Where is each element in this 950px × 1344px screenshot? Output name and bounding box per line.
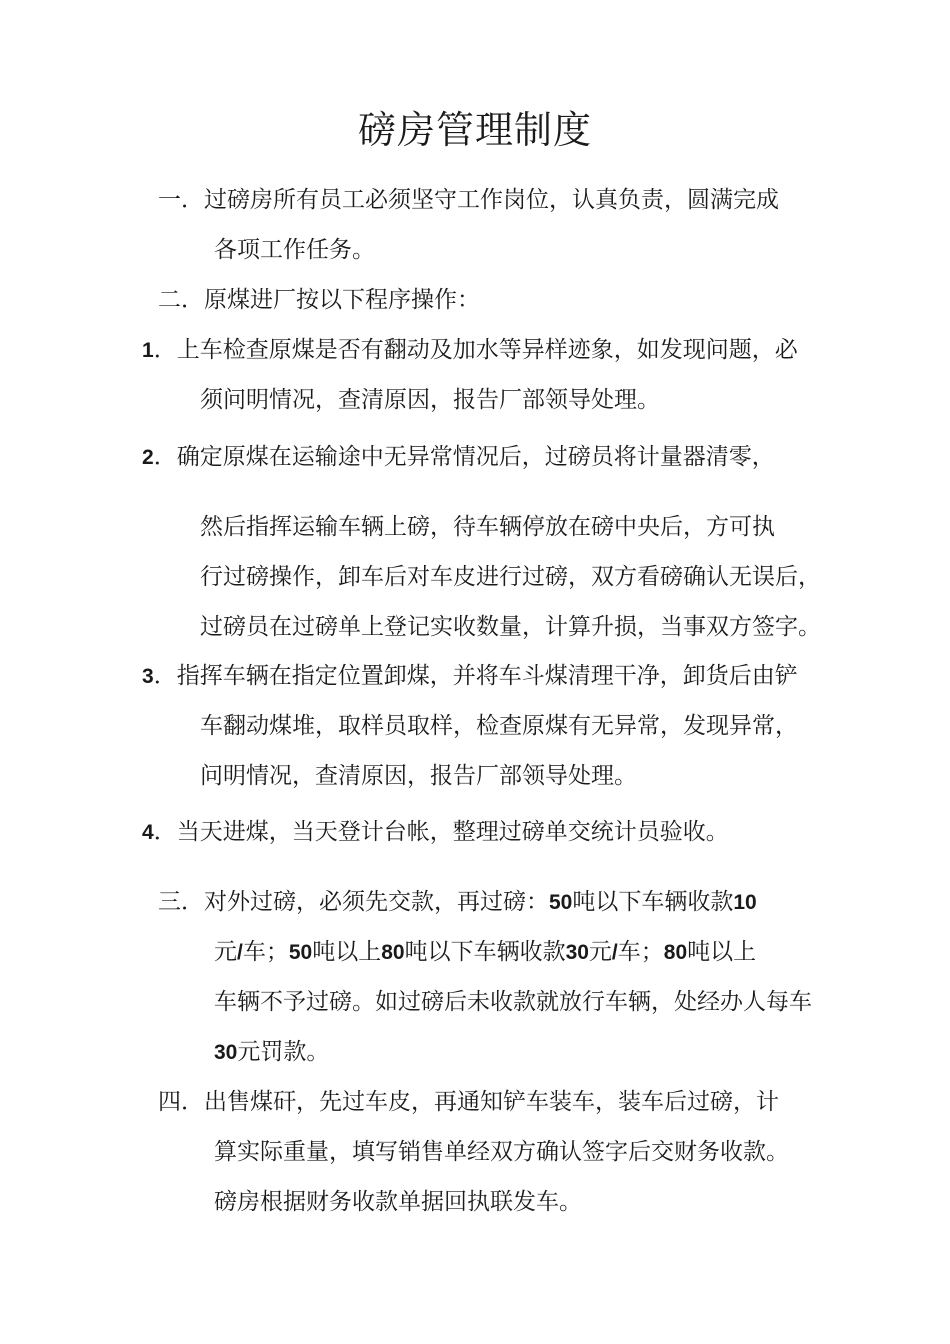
section-3-text: 元罚款。 <box>237 1039 330 1065</box>
section-3-slash: / <box>237 941 243 964</box>
step-1-line-2: 须问明情况，查清原因，报告厂部领导处理。 <box>200 387 660 413</box>
step-4-text-1: 当天进煤，当天登计台帐，整理过磅单交统计员验收。 <box>176 819 729 845</box>
section-3-amount: 30 <box>214 1041 238 1064</box>
step-3-line-3: 问明情况，查清原因，报告厂部领导处理。 <box>200 763 637 789</box>
section-4-line-2: 算实际重量，填写销售单经双方确认签字后交财务收款。 <box>214 1139 789 1165</box>
section-3-text: 吨以下车辆收款 <box>404 939 566 965</box>
section-3-amount: 30 <box>565 941 589 964</box>
step-2-line-3: 行过磅操作，卸车后对车皮进行过磅，双方看磅确认无误后， <box>200 564 821 590</box>
step-2-text-1: 确定原煤在运输途中无异常情况后，过磅员将计量器清零， <box>176 444 775 470</box>
section-3-amount: 80 <box>663 941 688 964</box>
section-3-text: 车； <box>242 939 289 965</box>
section-3-amount: 80 <box>381 941 405 964</box>
section-3-text: 对外过磅，必须先交款，再过磅： <box>204 889 549 915</box>
section-1-text-1: 过磅房所有员工必须坚守工作岗位，认真负责，圆满完成 <box>204 187 779 213</box>
step-1-sep: ． <box>153 337 177 363</box>
section-1-prefix: 一． <box>158 187 204 213</box>
section-3-text: 车； <box>617 939 664 965</box>
step-1-line-1 <box>142 334 798 367</box>
step-3-number: 3 <box>142 665 154 688</box>
section-3-line-2 <box>214 936 756 969</box>
section-4-prefix: 四． <box>158 1089 204 1115</box>
section-3-line-3: 车辆不予过磅。如过磅后未收款就放行车辆，处经办人每车 <box>214 989 812 1015</box>
step-3-line-1 <box>142 660 798 693</box>
section-3-prefix: 三． <box>158 889 204 915</box>
step-4-line-1 <box>142 816 729 849</box>
section-1-line-2: 各项工作任务。 <box>214 237 375 263</box>
section-3-slash: / <box>611 941 618 964</box>
section-3-text: 元 <box>588 939 612 965</box>
step-2-line-1 <box>142 441 775 474</box>
section-4-text-1: 出售煤矸，先过车皮，再通知铲车装车，装车后过磅，计 <box>204 1089 779 1115</box>
step-3-line-2: 车翻动煤堆，取样员取样，检查原煤有无异常，发现异常， <box>200 713 798 739</box>
section-3-text: 元 <box>214 939 237 965</box>
step-2-number: 2 <box>142 446 154 469</box>
section-2-prefix: 二． <box>158 287 204 313</box>
section-3-text: 吨以上 <box>312 939 382 965</box>
section-3-amount: 10 <box>733 891 757 914</box>
section-4-line-1 <box>158 1086 779 1118</box>
step-2-line-2: 然后指挥运输车辆上磅，待车辆停放在磅中央后，方可执 <box>200 514 775 540</box>
section-3-text: 吨以下车辆收款 <box>572 889 734 915</box>
step-1-text-1: 上车检查原煤是否有翻动及加水等异样迹象，如发现问题，必 <box>176 337 798 363</box>
section-3-line-4 <box>214 1036 329 1069</box>
step-4-sep: ． <box>153 819 177 845</box>
step-3-sep: ． <box>153 663 177 689</box>
section-2-text-1: 原煤进厂按以下程序操作： <box>204 287 480 313</box>
section-4-line-3: 磅房根据财务收款单据回执联发车。 <box>214 1189 582 1215</box>
step-2-sep: ． <box>153 444 177 470</box>
step-1-number: 1 <box>142 339 154 362</box>
section-3-amount: 50 <box>549 891 573 914</box>
section-3-line-1 <box>158 886 757 919</box>
section-3-amount: 50 <box>288 941 313 964</box>
section-3-text: 吨以上 <box>687 939 757 965</box>
section-1-line-1 <box>158 184 779 216</box>
step-4-number: 4 <box>142 821 154 844</box>
step-2-line-4: 过磅员在过磅单上登记实收数量，计算升损，当事双方签字。 <box>200 614 821 640</box>
step-3-text-1: 指挥车辆在指定位置卸煤，并将车斗煤清理干净，卸货后由铲 <box>176 663 798 689</box>
document-title: 磅房管理制度 <box>357 108 592 152</box>
section-2-line-1 <box>158 284 480 316</box>
